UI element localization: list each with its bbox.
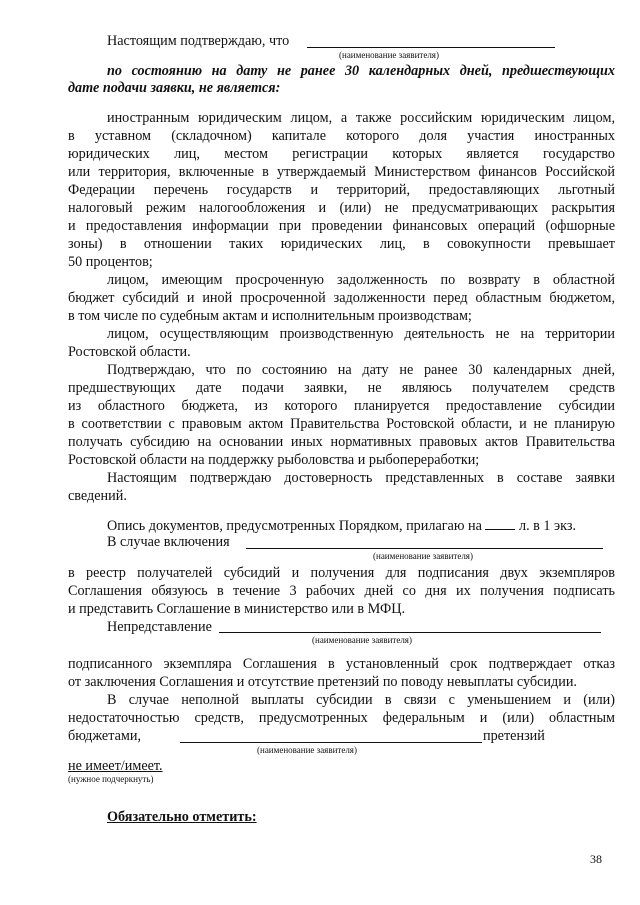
body-line: предшествующих дате подачи заявки, не являюсь получателем средств (68, 380, 615, 396)
body-line: лицом, осуществляющим производственную деятельность не на территории (107, 326, 615, 342)
body-line: юридических лиц, местом регистрации которых является государство (68, 146, 615, 162)
inventory-text: Опись документов, предусмотренных Порядком, прилагаю на (107, 518, 482, 534)
nonsubmission-text-line: подписанного экземпляра Соглашения в установленный срок подтверждает отказ (68, 656, 615, 672)
body-line: получать субсидию на основании иных нормативных правовых актов Правительства (68, 434, 615, 450)
nonsubmission-line (107, 618, 615, 636)
inclusion-text-line: в реестр получателей субсидий и получения для подписания двух экземпляров (68, 565, 615, 581)
choice-line (68, 757, 615, 775)
body-line: 50 процентов; (68, 254, 153, 270)
body-line: налоговый режим налогообложения и (или) не предусматривающих раскрытия (68, 200, 615, 216)
body-line: Ростовской области на поддержку рыболовства и рыбопереработки; (68, 452, 480, 468)
inclusion-caption: (наименование заявителя) (373, 551, 473, 561)
body-line: Федерации перечень государств и территорий, предоставляющих льготный (68, 182, 615, 198)
condition-line-2: дате подачи заявки, не является: (68, 80, 281, 96)
nonsubmission-caption: (наименование заявителя) (312, 635, 412, 645)
inclusion-lead: В случае включения (107, 534, 230, 550)
applicant-name-blank (307, 47, 555, 48)
partial-payment-lead: бюджетами, (68, 728, 142, 744)
body-line: лицом, имеющим просроченную задолженность по возврату в областной (107, 272, 615, 288)
partial-payment-caption: (наименование заявителя) (257, 745, 357, 755)
partial-payment-line: недостаточностью средств, предусмотренных федеральным и (или) областным (68, 710, 615, 726)
partial-payment-tail: претензий (483, 728, 545, 744)
body-line: в уставном (складочном) капитале которого доля участия иностранных (68, 128, 615, 144)
body-line: в соответствии с правовым актом Правительства Ростовской области, и не планирую (68, 416, 615, 432)
sheet-count-blank (485, 516, 515, 530)
body-line: Настоящим подтверждаю достоверность представленных в составе заявки (107, 470, 615, 486)
intro-lead: Настоящим подтверждаю, что (107, 33, 290, 49)
body-line: сведений. (68, 488, 127, 504)
intro-caption: (наименование заявителя) (339, 50, 439, 60)
choice-text: не имеет/имеет. (68, 758, 163, 774)
body-line: зоны) в отношении таких юридических лиц, в совокупности превышает (68, 236, 615, 252)
condition-line-1: по состоянию на дату не ранее 30 календарных дней, предшествующих (107, 63, 615, 79)
nonsubmission-lead: Непредставление (107, 619, 212, 635)
body-line: Ростовской области. (68, 344, 191, 360)
page-number: 38 (590, 852, 602, 866)
body-line: иностранным юридическим лицом, а также российским юридическим лицом, (107, 110, 615, 126)
nonsubmission-text-line: от заключения Соглашения и отсутствие претензий по поводу невыплаты субсидии. (68, 674, 577, 690)
choice-caption: (нужное подчеркнуть) (68, 774, 154, 784)
body-line: или территория, включенные в утверждаемый Министерством финансов Российской (68, 164, 615, 180)
inclusion-text-line: Соглашения обязуюсь в течение 3 рабочих дней со дня их получения подписать (68, 583, 615, 599)
applicant-name-blank (246, 548, 603, 549)
body-line: из областного бюджета, из которого планируется предоставление субсидии (68, 398, 615, 414)
body-line: в том числе по судебным актам и исполнительным производствам; (68, 308, 472, 324)
body-line: бюджет субсидий и иной просроченной задолженности перед областным бюджетом, (68, 290, 615, 306)
inclusion-text-line: и представить Соглашение в министерство или в МФЦ. (68, 601, 406, 617)
applicant-name-blank (180, 742, 482, 743)
body-line: Подтверждаю, что по состоянию на дату не ранее 30 календарных дней, (107, 362, 615, 378)
applicant-name-blank (219, 632, 601, 633)
inventory-copies: л. в 1 экз. (518, 518, 576, 534)
body-line: и предоставления информации при проведении финансовых операций (офшорные (68, 218, 615, 234)
partial-payment-line: В случае неполной выплаты субсидии в связи с уменьшением и (или) (107, 692, 615, 708)
required-note-heading: Обязательно отметить: (107, 809, 257, 825)
